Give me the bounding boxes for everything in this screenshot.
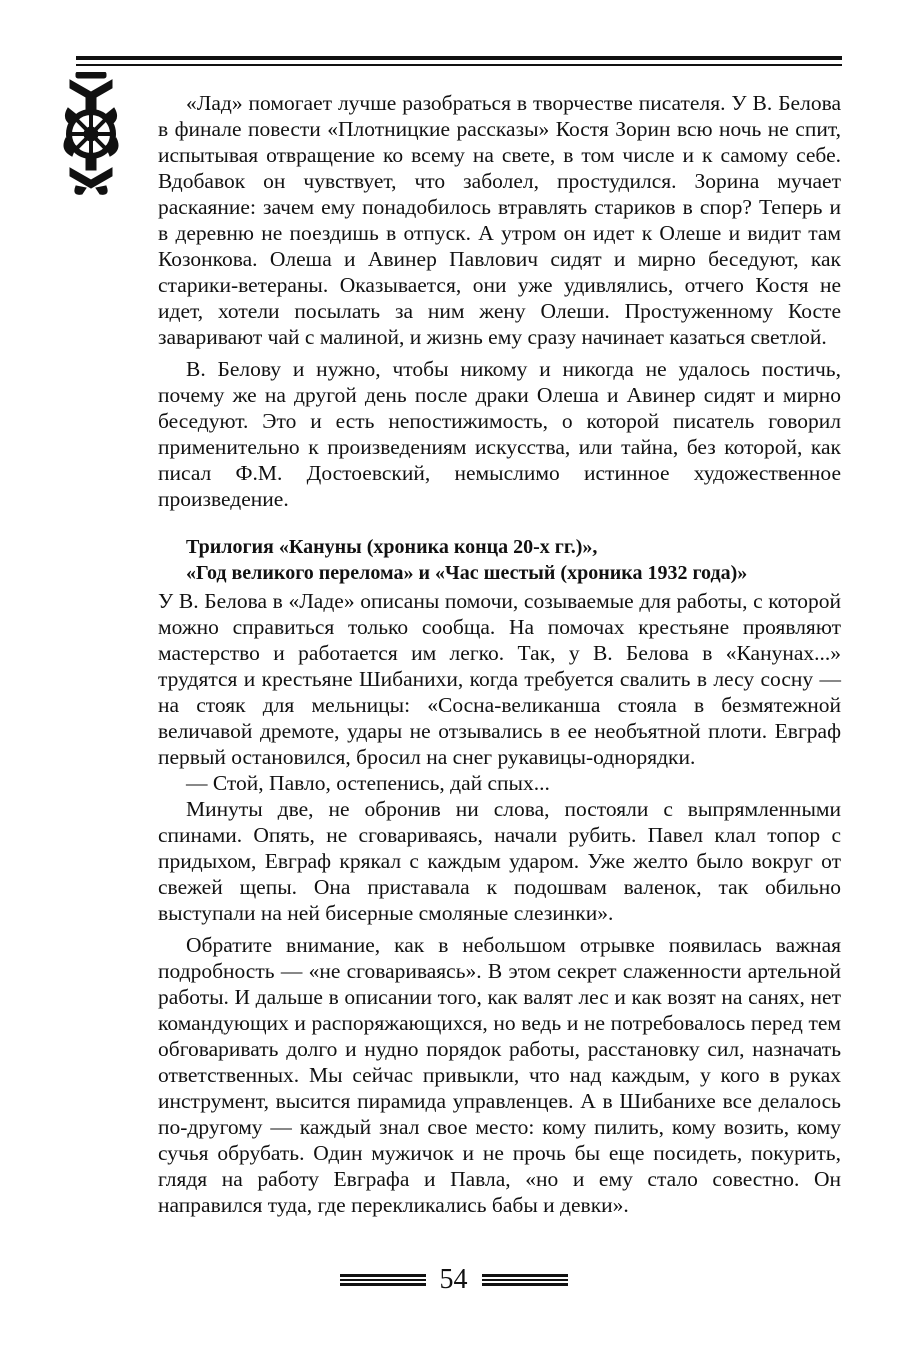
footer-rule-left <box>340 1274 426 1286</box>
section-heading <box>186 534 841 586</box>
folk-ornament-icon <box>62 72 120 196</box>
paragraph: У В. Белова в «Ладе» описаны помочи, созываемые для работы, с которой можно справиться только сообща. На помочах крестьяне проявляют мастерство и работается им легко. Так, у В. Белова в «Канунах...» трудятся и крестьяне Шибанихи, когда требуется свалить в лесу сосну — на стояк для мельницы: «Сосна-великанша стояла в безмятежной величавой дремоте, удары не отзывались в ее необъятной плоти. Евграф первый остановился, бросил на снег рукавицы-однорядки. <box>158 589 841 769</box>
header-rule-thick <box>76 56 842 60</box>
page-body <box>158 90 841 1218</box>
paragraph: Минуты две, не обронив ни слова, постояли с выпрямленными спинами. Опять, не сговариваясь, начали рубить. Павел клал топор с придыхом, Евграф крякал с каждым ударом. Уже желто было вокруг от свежей щепы. Она приставала к подошвам валенок, так обильно выступали на ней бисерные смоляные слезинки». <box>158 797 841 925</box>
heading-line-1: Трилогия «Кануны (хроника конца 20-х гг.)», <box>186 536 598 558</box>
paragraph <box>158 356 841 512</box>
header-rule-thin <box>76 64 842 66</box>
page-footer <box>0 1262 907 1298</box>
paragraph: Обратите внимание, как в небольшом отрывке появилась важная подробность — «не сговариваясь». В этом секрет слаженности артельной работы. И дальше в описании того, как валят лес и как возят на санях, нет командующих и распоряжающихся, но ведь и не потребовалось перед тем обговаривать долго и нудно порядок работы, расстановку сил, назначать ответственных. Мы сейчас привыкли, что над каждым, у кого в руках инструмент, высится пирамида управленцев. А в Шибанихе все делалось по-другому — каждый знал свое место: кому пилить, кому возить, кому сучья обрубать. Один мужичок и не прочь бы еще посидеть, покурить, глядя на работу Евграфа и Павла, «но и ему стало совестно. Он направился туда, где перекликались бабы и девки». <box>158 933 841 1217</box>
footer-rule-right <box>482 1274 568 1286</box>
paragraph: «Лад» помогает лучше разобраться в творчестве писателя. У В. Белова в финале повести «Плотницкие рассказы» Костя Зорин всю ночь не спит, испытывая отвращение ко всему на свете, в том числе и к самому себе. Вдобавок он чувствует, что заболел, простудился. Зорина мучает раскаяние: зачем ему понадобилось втравлять стариков в спор? Теперь и в деревню не поездишь в отпуск. А утром он идет к Олеше и видит там Козонкова. Олеша и Авинер Павлович сидят и мирно беседуют, как старики-ветераны. Оказывается, они уже удивлялись, отчего Костя не идет, хотели посылать за ним жену Олеши. Простуженному Косте заваривают чай с малиной, и жизнь ему сразу начинает казаться светлой. <box>158 91 841 349</box>
paragraph: — Стой, Павло, остепенись, дай спых... <box>186 771 550 795</box>
paragraph-part: В. Белову и нужно, чтобы никому и никогда не удалось постичь, почему же на другой день после драки Олеша и Авинер сидят и мирно беседуют. Это и есть непостижимость, о которой писатель говорил применительно к произведениям искусства, или тайна, без которой, как писал Ф.М. Достоевский, немыслимо истинное художественное произведение. <box>158 357 841 511</box>
page-number: 54 <box>439 1264 468 1295</box>
heading-line-2: «Год великого перелома» и «Час шестый (хроника 1932 года)» <box>186 562 748 584</box>
